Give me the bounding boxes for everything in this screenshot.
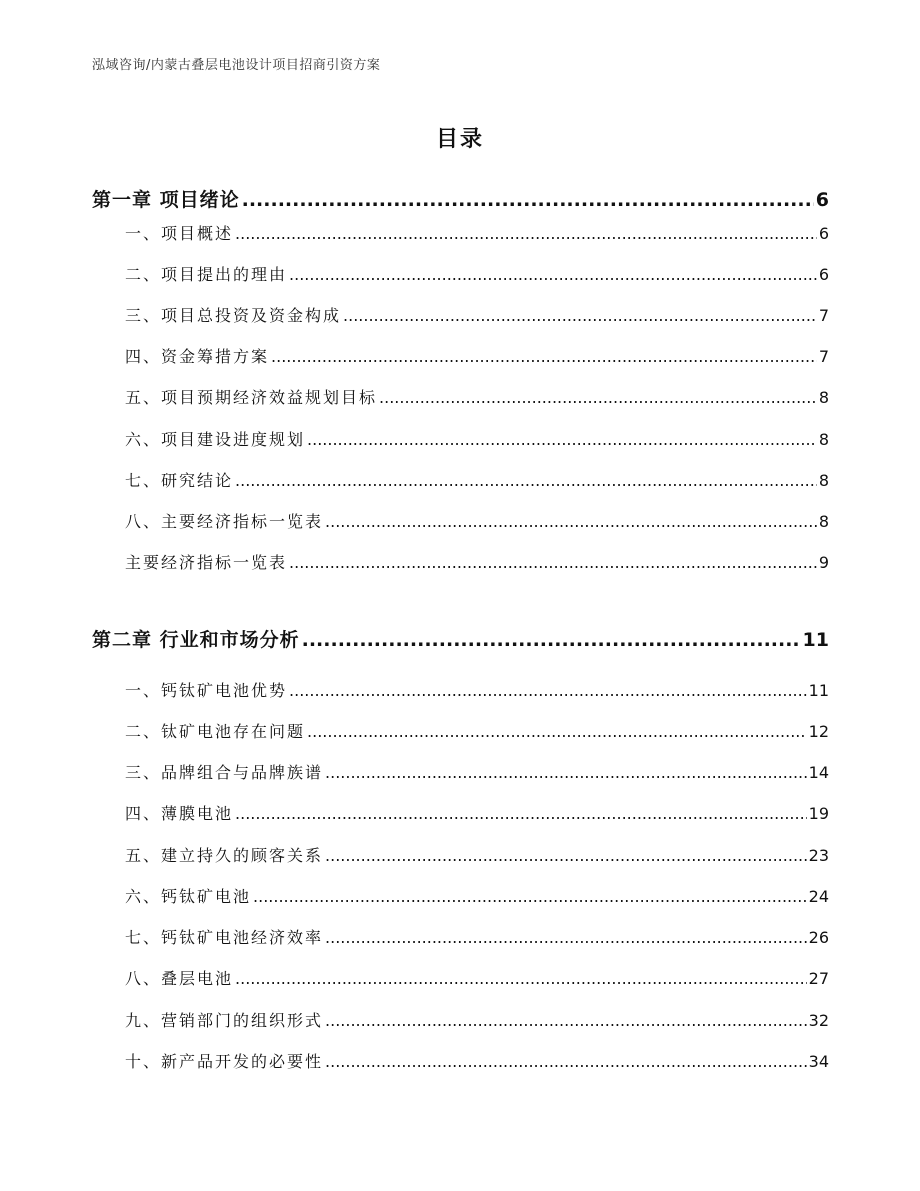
toc-section-entry[interactable]	[125, 303, 829, 326]
toc-section-entry[interactable]	[125, 550, 829, 573]
running-header: 泓域咨询/内蒙古叠层电池设计项目招商引资方案	[92, 58, 381, 73]
toc-entry-number: 二、	[125, 722, 162, 741]
toc-entry-number: 三、	[125, 306, 162, 325]
toc-section-entry[interactable]	[125, 221, 829, 244]
toc-dot-leader	[325, 928, 807, 947]
toc-entry-label: 主要经济指标一览表	[125, 553, 288, 572]
toc-page-number: 12	[808, 722, 829, 741]
toc-dot-leader	[325, 763, 807, 782]
toc-dot-leader	[271, 347, 817, 366]
toc-dot-leader	[289, 681, 807, 700]
toc-dot-leader	[343, 306, 817, 325]
toc-entry-label: 研究结论	[161, 471, 234, 490]
toc-section-entry[interactable]	[125, 843, 829, 866]
toc-entry-label: 钙钛矿电池经济效率	[161, 928, 324, 947]
toc-chapter-entry[interactable]	[92, 185, 829, 212]
toc-dot-leader	[307, 722, 807, 741]
toc-entry-label: 资金筹措方案	[161, 347, 270, 366]
toc-section-entry[interactable]	[125, 760, 829, 783]
toc-entry-label: 项目概述	[161, 224, 234, 243]
toc-entry-label: 建立持久的顾客关系	[161, 846, 324, 865]
toc-entry-number: 三、	[125, 763, 162, 782]
toc-entry-number: 五、	[125, 388, 162, 407]
toc-section-entry[interactable]	[125, 678, 829, 701]
toc-entry-number: 八、	[125, 969, 162, 988]
toc-dot-leader	[302, 629, 801, 651]
toc-section-entry[interactable]	[125, 509, 829, 532]
toc-entry-number: 四、	[125, 347, 162, 366]
toc-entry-number: 七、	[125, 928, 162, 947]
toc-entry-number: 十、	[125, 1052, 162, 1071]
toc-entry-label: 第二章 行业和市场分析	[92, 629, 300, 651]
toc-section-entry[interactable]	[125, 262, 829, 285]
toc-page-number: 19	[808, 804, 829, 823]
toc-section-entry[interactable]	[125, 344, 829, 367]
toc-page-number: 9	[818, 553, 829, 572]
toc-entry-label: 项目总投资及资金构成	[161, 306, 342, 325]
toc-entry-label: 项目建设进度规划	[161, 430, 306, 449]
toc-page-number: 8	[818, 471, 829, 490]
toc-dot-leader	[379, 388, 817, 407]
toc-entry-label: 钛矿电池存在问题	[161, 722, 306, 741]
toc-dot-leader	[235, 471, 817, 490]
toc-section-entry[interactable]	[125, 1049, 829, 1072]
toc-entry-number: 九、	[125, 1011, 162, 1030]
toc-section-entry[interactable]	[125, 719, 829, 742]
toc-entry-number: 四、	[125, 804, 162, 823]
toc-entry-label: 第一章 项目绪论	[92, 189, 240, 211]
toc-entry-number: 五、	[125, 846, 162, 865]
toc-page-number: 7	[818, 347, 829, 366]
toc-section-entry[interactable]	[125, 925, 829, 948]
toc-entry-number: 六、	[125, 887, 162, 906]
toc-entry-label: 新产品开发的必要性	[161, 1052, 324, 1071]
toc-page-number: 6	[818, 265, 829, 284]
toc-entry-label: 薄膜电池	[161, 804, 234, 823]
toc-dot-leader	[253, 887, 807, 906]
toc-dot-leader	[307, 430, 817, 449]
toc-dot-leader	[235, 969, 807, 988]
toc-page-number: 8	[818, 388, 829, 407]
toc-section-entry[interactable]	[125, 884, 829, 907]
toc-entry-number: 二、	[125, 265, 162, 284]
toc-dot-leader	[242, 189, 814, 211]
toc-section-entry[interactable]	[125, 427, 829, 450]
toc-section-entry[interactable]	[125, 801, 829, 824]
toc-entry-number: 一、	[125, 681, 162, 700]
toc-entry-label: 项目预期经济效益规划目标	[161, 388, 378, 407]
toc-page-number: 11	[808, 681, 829, 700]
toc-dot-leader	[325, 1011, 807, 1030]
toc-title: 目录	[435, 127, 484, 152]
toc-entry-number: 六、	[125, 430, 162, 449]
toc-entry-number: 一、	[125, 224, 162, 243]
toc-section-entry[interactable]	[125, 385, 829, 408]
toc-dot-leader	[325, 846, 807, 865]
toc-entry-label: 钙钛矿电池优势	[161, 681, 288, 700]
toc-chapter-entry[interactable]	[92, 625, 829, 652]
toc-page-number: 26	[808, 928, 829, 947]
toc-dot-leader	[325, 512, 817, 531]
toc-page-number: 8	[818, 430, 829, 449]
toc-dot-leader	[235, 224, 817, 243]
toc-section-entry[interactable]	[125, 1008, 829, 1031]
toc-entry-label: 主要经济指标一览表	[161, 512, 324, 531]
toc-section-entry[interactable]	[125, 468, 829, 491]
toc-entry-number: 八、	[125, 512, 162, 531]
toc-page-number: 6	[818, 224, 829, 243]
toc-page-number: 24	[808, 887, 829, 906]
toc-entry-label: 钙钛矿电池	[161, 887, 252, 906]
toc-page-number: 34	[808, 1052, 829, 1071]
toc-page-number: 8	[818, 512, 829, 531]
toc-dot-leader	[325, 1052, 807, 1071]
toc-page-number: 14	[808, 763, 829, 782]
toc-section-entry[interactable]	[125, 966, 829, 989]
toc-dot-leader	[289, 553, 817, 572]
toc-dot-leader	[289, 265, 817, 284]
toc-entry-label: 营销部门的组织形式	[161, 1011, 324, 1030]
toc-entry-label: 品牌组合与品牌族谱	[161, 763, 324, 782]
toc-entry-number: 七、	[125, 471, 162, 490]
toc-entry-label: 项目提出的理由	[161, 265, 288, 284]
toc-page-number: 32	[808, 1011, 829, 1030]
toc-page-number: 23	[808, 846, 829, 865]
toc-entry-label: 叠层电池	[161, 969, 234, 988]
toc-dot-leader	[235, 804, 807, 823]
toc-page-number: 6	[815, 189, 829, 211]
toc-page-number: 27	[808, 969, 829, 988]
toc-page-number: 7	[818, 306, 829, 325]
toc-page-number: 11	[802, 629, 829, 651]
